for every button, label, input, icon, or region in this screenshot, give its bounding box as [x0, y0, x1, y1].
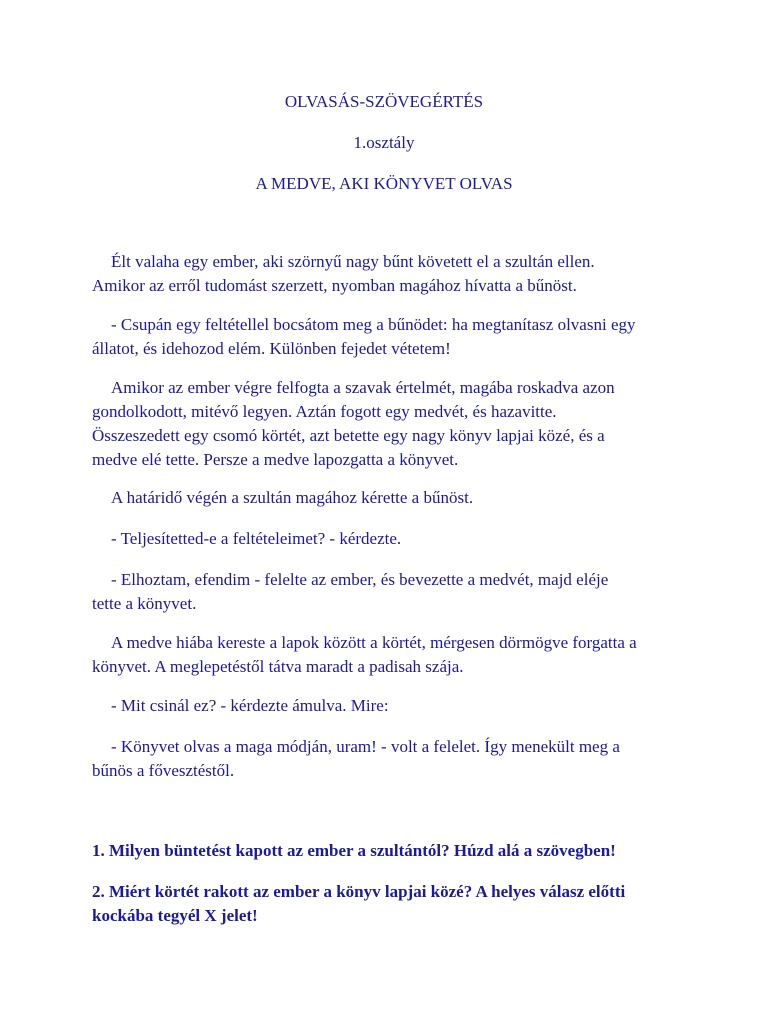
paragraph-line: - Könyvet olvas a maga módján, uram! - volt a felelet. Így menekült meg a [111, 737, 620, 756]
story-paragraph-9 [92, 735, 692, 783]
document-title: OLVASÁS-SZÖVEGÉRTÉS [284, 92, 484, 111]
paragraph-line: Összeszedett egy csomó körtét, azt betette egy nagy könyv lapjai közé, és a [92, 426, 605, 445]
paragraph-line: A határidő végén a szultán magához kérette a bűnöst. [111, 488, 474, 507]
paragraph-line: Élt valaha egy ember, aki szörnyű nagy bűnt követett el a szultán ellen. [111, 252, 595, 271]
story-paragraph-7 [92, 631, 692, 679]
story-paragraph-6 [92, 568, 692, 616]
paragraph-line: - Mit csinál ez? - kérdezte ámulva. Mire: [111, 696, 389, 715]
paragraph-line: - Csupán egy feltétellel bocsátom meg a bűnödet: ha megtanítasz olvasni egy [111, 315, 636, 334]
story-paragraph-8 [92, 694, 692, 718]
paragraph-line: állatot, és idehozod elém. Különben fejedet vétetem! [92, 339, 451, 358]
paragraph-line: medve elé tette. Persze a medve lapozgatta a könyvet. [92, 450, 459, 469]
question-2 [92, 880, 692, 928]
story-paragraph-3 [92, 376, 692, 472]
paragraph-line: tette a könyvet. [92, 594, 197, 613]
question-line: kockába tegyél X jelet! [92, 906, 258, 925]
paragraph-line: - Teljesítetted-e a feltételeimet? - kérdezte. [111, 529, 402, 548]
story-title: A MEDVE, AKI KÖNYVET OLVAS [255, 174, 513, 193]
question-1 [92, 839, 692, 863]
story-paragraph-1 [92, 250, 692, 298]
paragraph-line: bűnös a fővesztéstől. [92, 761, 235, 780]
paragraph-line: A medve hiába kereste a lapok között a körtét, mérgesen dörmögve forgatta a [111, 633, 637, 652]
story-paragraph-5 [92, 527, 692, 551]
question-line: 2. Miért körtét rakott az ember a könyv lapjai közé? A helyes válasz előtti [92, 882, 626, 901]
paragraph-line: Amikor az ember végre felfogta a szavak értelmét, magába roskadva azon [111, 378, 615, 397]
paragraph-line: - Elhoztam, efendim - felelte az ember, és bevezette a medvét, majd eléje [111, 570, 609, 589]
paragraph-line: Amikor az erről tudomást szerzett, nyomban magához hívatta a bűnöst. [92, 276, 577, 295]
paragraph-line: könyvet. A meglepetéstől tátva maradt a padisah szája. [92, 657, 464, 676]
story-paragraph-4 [92, 486, 692, 510]
question-line: 1. Milyen büntetést kapott az ember a szultántól? Húzd alá a szövegben! [92, 841, 616, 860]
grade-label: 1.osztály [353, 133, 415, 152]
paragraph-line: gondolkodott, mitévő legyen. Aztán fogott egy medvét, és hazavitte. [92, 402, 557, 421]
story-paragraph-2 [92, 313, 692, 361]
